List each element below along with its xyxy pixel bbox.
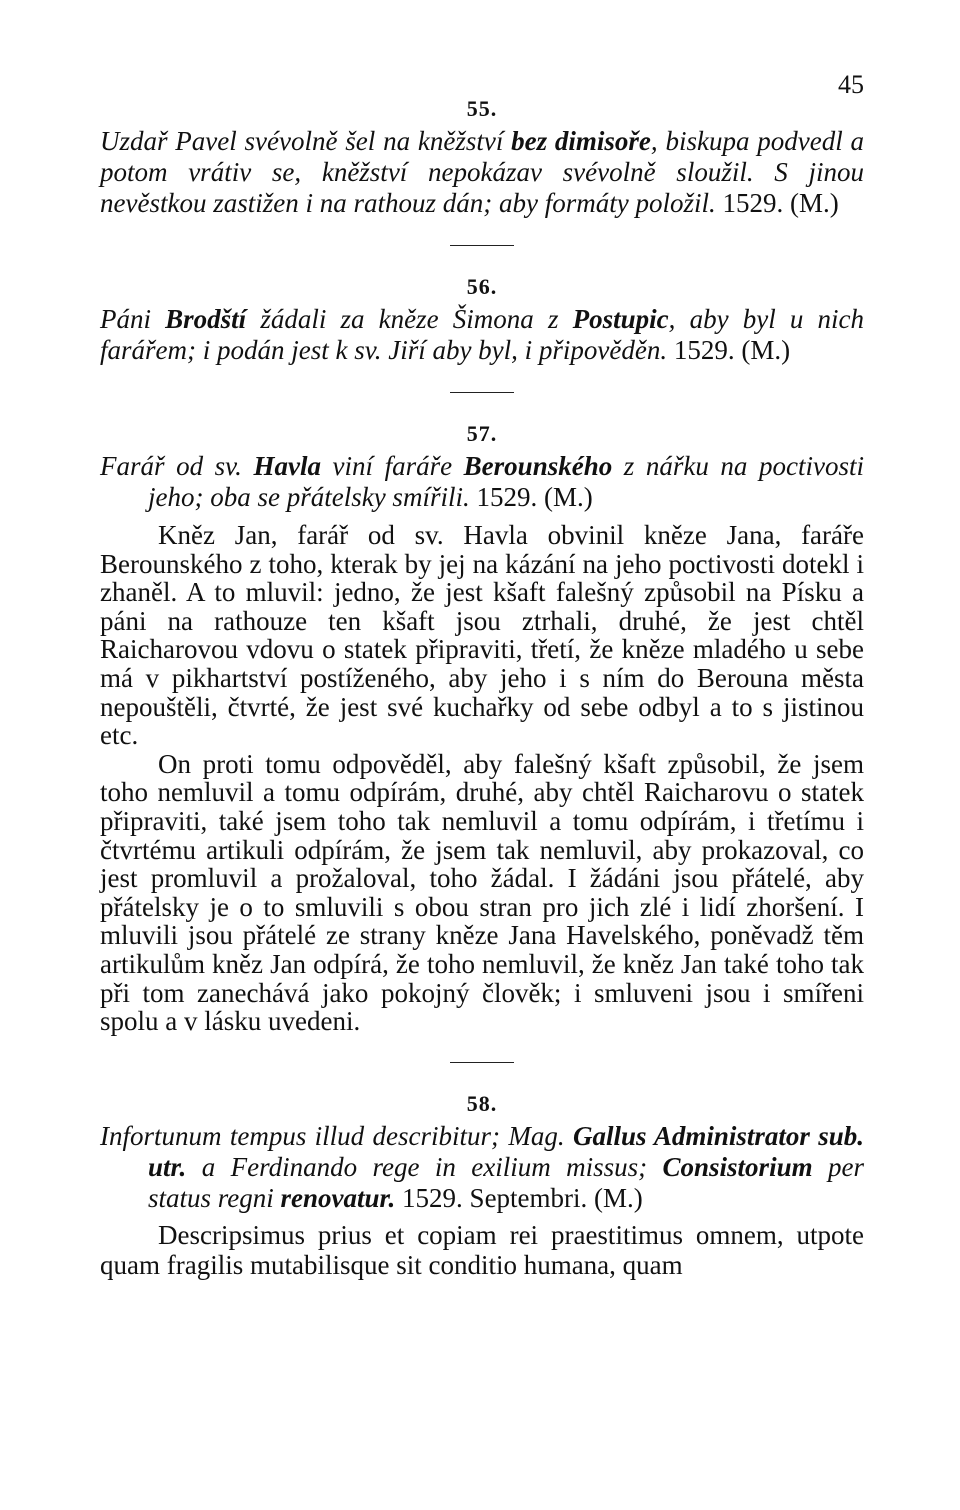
- summary-date: 1529. (M.): [722, 188, 839, 218]
- page-number: 45: [838, 70, 864, 99]
- summary-emphasis: bez dimisoře: [511, 126, 651, 156]
- section-number: 57.: [466, 421, 498, 446]
- section-summary: [100, 126, 864, 219]
- summary-text: z nářku na poctivosti jeho; oba se přátelsky smířili.: [148, 451, 864, 512]
- body-paragraph: Kněz Jan, farář od sv. Havla obvinil kněze Jana, faráře Berounského z toho, kterak by jej na kázání na jeho poctivosti dotekl i zhaněl. A to mluvil: jedno, že jest kšaft falešný způsobil na Písku a páni na rathouze ten kšaft jsou ztrhali, druhé, že jest chtěl Raicharovou vdovu o statek připraviti, třetí, že kněze mladého u sebe má v pikhartství postíženého, aby jeho i s ním do Berouna města nepouštěli, čtvrté, že jest své kuchařky od sebe odbyl a to s jistinou etc.: [100, 520, 864, 751]
- section-number: 56.: [466, 274, 498, 299]
- summary-date: 1529. (M.): [673, 335, 791, 365]
- page-content: [100, 96, 864, 1280]
- section-divider: [450, 1062, 514, 1063]
- body-paragraph: On proti tomu odpověděl, aby falešný kšaft způsobil, že jsem toho nemluvil a tomu odpírám, druhé, aby chtěl Raicharovu o statek připraviti, také jsem toho tak nemluvil a tomu odpírám, i třetímu i čtvrtému artikuli odpírám, že jsem tak nemluvil, aby prokazoval, co jest promluvil a prožaloval, toho žádal. I žádáni jsou přátelé, aby přátelsky je o to smluvili s obou stran pro jich zlé i lidí zhoršení. I mluvili jsou přátelé ze strany kněze Jana Havelského, poněvadž těm artikulům kněz Jan odpírá, že toho nemluvil, že kněz Jan také toho tak při tom zanechává jako pokojný člověk; i smluveni jsou i smířeni spolu a v lásku uvedeni.: [100, 748, 864, 1037]
- summary-emphasis: Havla: [253, 451, 321, 481]
- section-body: [100, 521, 864, 1036]
- summary-text: viní faráře: [320, 451, 464, 481]
- summary-text: Infortunum tempus illud describitur;: [100, 1120, 509, 1151]
- summary-text: Farář od sv.: [100, 451, 254, 481]
- section-summary: [100, 304, 864, 366]
- summary-date: 1529. (M.): [476, 482, 593, 512]
- summary-text: Mag.: [508, 1120, 573, 1151]
- section-body: [100, 1220, 864, 1280]
- summary-emphasis: Consistorium: [662, 1151, 813, 1182]
- summary-emphasis: Brodští: [165, 304, 247, 334]
- section-divider: [450, 245, 514, 246]
- summary-emphasis: Postupic: [572, 304, 669, 334]
- summary-text: a Ferdinando rege in exilium missus;: [186, 1151, 663, 1182]
- summary-text: , biskupa podvedl a potom vrátiv se, kněžství nepokázav svévolně sloužil. S jinou nevěstkou zastižen i na rathouz dán; aby formáty položil.: [100, 126, 865, 218]
- section-summary: [100, 451, 864, 513]
- section-number: 58.: [466, 1090, 498, 1116]
- body-paragraph: Descripsimus prius et copiam rei praestitimus omnem, utpote quam fragilis mutabilisque sit conditio humana, quam: [100, 1219, 864, 1280]
- summary-emphasis: Gallus Administrator sub. utr.: [148, 1120, 864, 1182]
- section-divider: [450, 392, 514, 393]
- summary-date: 1529. Septembri. (M.): [395, 1182, 643, 1213]
- summary-text: Páni: [100, 304, 166, 334]
- summary-text: , aby byl u nich farářem; i podán jest k sv. Jiří aby byl, i připověděn.: [100, 304, 864, 365]
- section-number: 55.: [466, 96, 498, 121]
- summary-text: žádali za kněze Šimona z: [246, 304, 573, 334]
- summary-emphasis: renovatur.: [280, 1182, 396, 1213]
- section-summary: [100, 1121, 864, 1214]
- summary-text: per status regni: [148, 1151, 864, 1213]
- summary-emphasis: Berounského: [463, 451, 613, 481]
- summary-text: Uzdař Pavel svévolně šel na kněžství: [100, 126, 512, 156]
